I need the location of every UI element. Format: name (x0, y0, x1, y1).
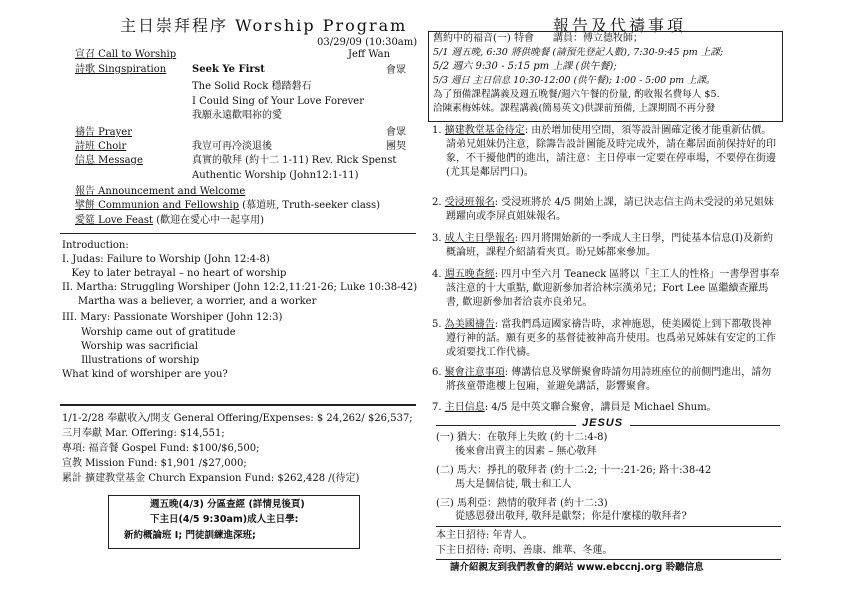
jesus-text: JESUS (582, 417, 624, 429)
website-footer: 請介紹親友到我們教會的網站 www.ebccnj.org 聆聽信息 (450, 562, 704, 573)
item-1-num: 1. (432, 125, 442, 136)
announcement-label: 報告 Announcement and Welcome (75, 186, 246, 197)
outline-line-5: III. Mary: Passionate Worshiper (John 12:3) (62, 312, 283, 323)
item-5-head: 為美國禱告 (444, 319, 495, 330)
song-3: I Could Sing of Your Love Forever (192, 96, 365, 107)
announcement-item-3 (432, 232, 781, 260)
congregation-label-2: 會眾 (386, 127, 406, 138)
item-3-text: : 四月將開始新的一季成人主日學，門徒基本信息(I)及新約概論班，課程介紹請看夾頁。盼兄姊都來參加。 (446, 233, 774, 258)
divider-top (60, 233, 416, 234)
outline-line-3: II. Martha: Struggling Worshiper (John 12:2,11:21-26; Luke 10:38-42) (62, 282, 418, 293)
special-line-1: 5/1 週五晚, 6:30 將供晚餐 (請預先登記人數), 7:30-9:45 pm 上課; (433, 47, 724, 58)
finance-line-3: 宣教 Mission Fund: $1,901 /$27,000; (62, 458, 247, 469)
announcement-item-6 (432, 366, 781, 394)
box-line-1: 下主日(4/5 9:30am)成人主日學: (150, 514, 299, 525)
item-3-num: 3. (432, 233, 442, 244)
announcement-item-7 (432, 402, 717, 414)
congregation-label-1: 會眾 (386, 65, 406, 76)
note-line-1: 後來會出賣主的因素 – 無心敬拜 (436, 446, 597, 457)
footer-divider (436, 559, 781, 560)
communion-row (75, 200, 380, 212)
finance-line-4: 累計 擴建教堂基金 Church Expansion Fund: $262,428 /(待定) (62, 473, 360, 484)
box-line-0: 週五晚(4/3) 分區查經 (詳情見後頁) (150, 499, 305, 510)
item-4-num: 4. (432, 269, 442, 280)
host-divider (436, 526, 781, 527)
announcement-item-2 (432, 196, 781, 224)
announcement-item-1 (432, 124, 781, 180)
note-line-5: 從感恩發出敬拜, 敬拜是獻祭；你是什麼樣的敬拜者? (436, 511, 687, 522)
song-4: 我願永遠歡唱祢的愛 (192, 110, 282, 121)
host-this-week: 本主日招待: 年青人。 (436, 530, 533, 541)
outline-line-2: Key to later betrayal – no heart of worship (62, 268, 287, 279)
host-next-week: 下主日招待: 奇明、善康、維華、冬蓮。 (436, 545, 613, 556)
special-line-3: 5/3 週日 主日信息 10:30-12:00 (供午餐); 1:00 - 5:00 pm 上課。 (433, 75, 716, 86)
announcement-item-5 (432, 318, 781, 360)
jesus-divider-right (630, 425, 780, 426)
finance-line-1: 三月奉獻 Mar. Offering: $14,551; (62, 428, 225, 439)
love-feast-note: (歡迎在愛心中一起享用) (156, 215, 265, 226)
special-line-4: 為了預備課程講義及週五晚餐/週六午餐的份量, 酌收報名費每人 $5. (433, 89, 720, 100)
program-title: 主日崇拜程序 Worship Program (120, 16, 408, 35)
special-line-5: 洽陳素梅姊妹。課程講義(簡易英文)供課前預備, 上課期間不再分發 (433, 103, 716, 114)
finance-line-2: 專項: 福音餐 Gospel Fund: $100/$6,500; (62, 443, 260, 454)
note-line-0: (一) 猶大：在敬拜上失敗 (約十二:4-8) (436, 432, 608, 443)
item-4-text: : 四月中至六月 Teaneck 區將以「主工人的性格」一書學習事奉該注意的十大重點, 歡迎新參加者洽林宗漢弟兄；Fort Lee 區繼續查羅馬書, 歡迎新參加者洽袁亦良弟兄。 (446, 269, 780, 308)
finance-line-0: 1/1-2/28 奉獻收入/開支 General Offering/Expenses: $ 24,262/ $26,537; (62, 413, 413, 424)
communion-note: (慕道班, Truth-seeker class) (242, 200, 380, 211)
item-2-num: 2. (432, 197, 442, 208)
item-4-head: 週五晚查經 (444, 269, 495, 280)
song-2: The Solid Rock 穩踏磐石 (192, 81, 312, 92)
item-2-text: : 受浸班將於 4/5 開始上課，請已決志信主尚未受浸的弟兄姐妹踴躍向或李屏貞姐妹報名。 (446, 197, 774, 222)
divider-bottom (60, 404, 416, 406)
singspiration-label: 詩歌 Singspiration (75, 64, 167, 75)
love-feast-label: 愛筵 Love Feast (75, 215, 154, 226)
outline-line-4: Martha was a believer, a worrier, and a worker (62, 296, 317, 307)
item-1-text: : 由於增加使用空間，須等設計圖確定後才能重新估價。請弟兄姐妹仍注意，除籌告設計圖能及時完成外，請在鄰居面前保持好的印象，不干擾他們的進出，請注意：主日停車一定要在停車場，不要停在街邊 (尤其是鄰居門口)。 (446, 125, 776, 178)
communion-label: 擘餅 Communion and Fellowship (75, 200, 239, 211)
special-line-0: 舊約中的福音(一) 特會 講員：傅立德牧師； (433, 33, 644, 44)
outline-line-7: Worship was sacrificial (62, 341, 198, 352)
note-line-4: (三) 馬利亞：熱情的敬拜者 (約十二:3) (436, 498, 608, 509)
item-2-head: 受浸班報名 (444, 197, 495, 208)
announcement-item-4 (432, 268, 781, 310)
note-line-2: (二) 馬大：掙扎的敬拜者 (約十二:2; 十一:21-26; 路十:38-42 (436, 465, 712, 476)
item-1-head: 擴建教堂基金待定 (444, 125, 525, 136)
presider-name: Jeff Wan (348, 49, 391, 60)
item-3-head: 成人主日學報名 (444, 233, 515, 244)
call-to-worship-label: 宣召 Call to Worship (75, 49, 177, 60)
item-7-text: : 4/5 是中英文聯合聚會，講員是 Michael Shum。 (484, 402, 717, 413)
prayer-label: 禱告 Prayer (75, 127, 132, 138)
item-6-text: : 傳講信息及擘餅聚會時請勿用詩班座位的前側門進出，請勿將孩童帶進樓上包廂，並避免講話，影響聚會。 (446, 367, 772, 392)
item-7-num: 7. (432, 402, 442, 413)
message-label: 信息 Message (75, 155, 143, 166)
outline-line-1: I. Judas: Failure to Worship (John 12:4-8) (62, 254, 270, 265)
message-line-2: Authentic Worship (John12:1-11) (192, 170, 359, 181)
message-line-1: 真實的敬拜 (約十二 1-11) Rev. Rick Spenst (192, 155, 397, 166)
choir-song: 我豈可再冷淡退後 (192, 141, 272, 152)
outline-line-9: What kind of worshiper are you? (62, 369, 228, 380)
song-1: Seek Ye First (192, 64, 265, 75)
special-line-2: 5/2 週六 9:30 - 5:15 pm 上課 (供午餐); (433, 61, 617, 72)
note-line-3: 馬大是個信徒, 戰士和工人 (436, 479, 572, 490)
item-6-num: 6. (432, 367, 442, 378)
box-line-2: 新約概論班 I; 門徒訓練進深班; (124, 530, 256, 541)
item-6-head: 聚會注意事項 (444, 367, 505, 378)
announcements-title: 報告及代禱事項 (553, 16, 687, 35)
item-5-text: : 當我們爲這國家禱告時，求神施恩，使美國從上到下都敬畏神遵行神的話。願有更多的基督徒被神高升使用。也爲弟兄姊妹有安定的工作或須要找工作代禱。 (446, 319, 776, 358)
service-date: 03/29/09 (10:30am) (317, 37, 418, 48)
item-7-head: 主日信息 (444, 402, 485, 413)
choir-label: 詩班 Choir (75, 141, 127, 152)
outline-line-8: Illustrations of worship (62, 355, 200, 366)
love-feast-row (75, 215, 264, 227)
choir-group: 團契 (386, 141, 406, 152)
item-5-num: 5. (432, 319, 442, 330)
jesus-divider-left (436, 425, 576, 426)
outline-line-0: Introduction: (62, 240, 129, 251)
outline-line-6: Worship came out of gratitude (62, 327, 236, 338)
